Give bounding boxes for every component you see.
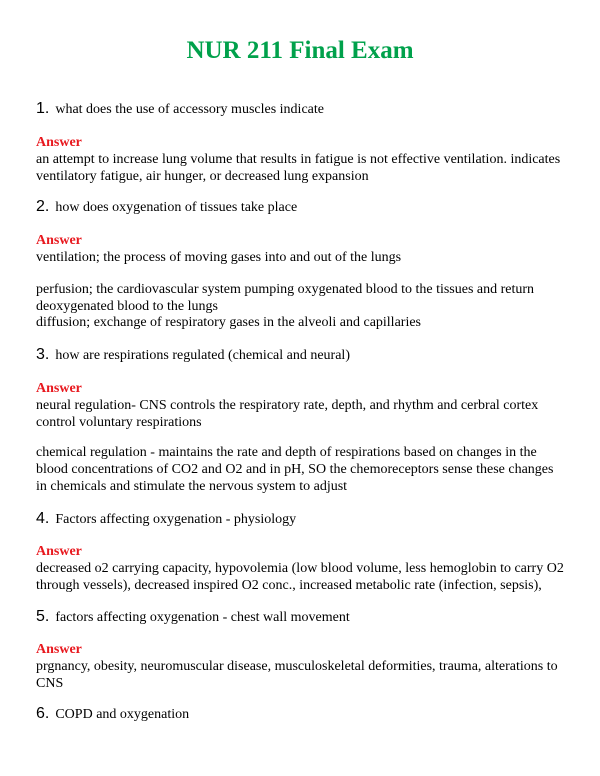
answer-text: chemical regulation - maintains the rate and depth of respirations based on changes in the blood concentrations of CO2 and O2 and in pH, SO the chemoreceptors sense these changes in chemicals and stimulate the nervous system to adjust	[36, 445, 554, 494]
question-1	[36, 100, 324, 118]
question-text: Factors affecting oxygenation - physiology	[55, 512, 297, 527]
answer-label: Answer	[36, 233, 82, 248]
answer-label: Answer	[36, 642, 82, 657]
answer-label: Answer	[36, 135, 82, 150]
document-title: NUR 211 Final Exam	[186, 37, 414, 64]
question-5	[36, 608, 350, 626]
question-number: 3.	[36, 346, 50, 363]
answer-label: Answer	[36, 381, 82, 396]
answer-text: neural regulation- CNS controls the respiratory rate, depth, and rhythm and cerbral cortex control voluntary respirations	[36, 398, 539, 430]
question-text: COPD and oxygenation	[55, 707, 190, 722]
answer-text: prgnancy, obesity, neuromuscular disease, musculoskeletal deformities, trauma, alterations to CNS	[36, 659, 558, 691]
question-text: factors affecting oxygenation - chest wall movement	[55, 610, 350, 625]
answer-text: ventilation; the process of moving gases into and out of the lungs	[36, 250, 402, 265]
question-4	[36, 510, 296, 528]
question-number: 1.	[36, 100, 50, 117]
question-text: what does the use of accessory muscles indicate	[55, 102, 324, 117]
question-number: 5.	[36, 608, 50, 625]
question-number: 6.	[36, 705, 50, 722]
answer-label: Answer	[36, 544, 82, 559]
answer-text: an attempt to increase lung volume that results in fatigue is not effective ventilation. indicates ventilatory fatigue, air hunger, or decreased lung expansion	[36, 152, 561, 184]
question-number: 4.	[36, 510, 50, 527]
question-6	[36, 705, 189, 723]
answer-text: diffusion; exchange of respiratory gases in the alveoli and capillaries	[36, 315, 421, 330]
answer-text: perfusion; the cardiovascular system pumping oxygenated blood to the tissues and return deoxygenated blood to the lungs	[36, 282, 535, 314]
question-number: 2.	[36, 198, 50, 215]
question-2	[36, 198, 297, 216]
question-text: how are respirations regulated (chemical and neural)	[55, 348, 350, 363]
answer-text: decreased o2 carrying capacity, hypovolemia (low blood volume, less hemoglobin to carry O2 through vessels), decreased inspired O2 conc., increased metabolic rate (infection, sepsis),	[36, 561, 564, 593]
question-3	[36, 346, 350, 364]
question-text: how does oxygenation of tissues take place	[55, 200, 298, 215]
